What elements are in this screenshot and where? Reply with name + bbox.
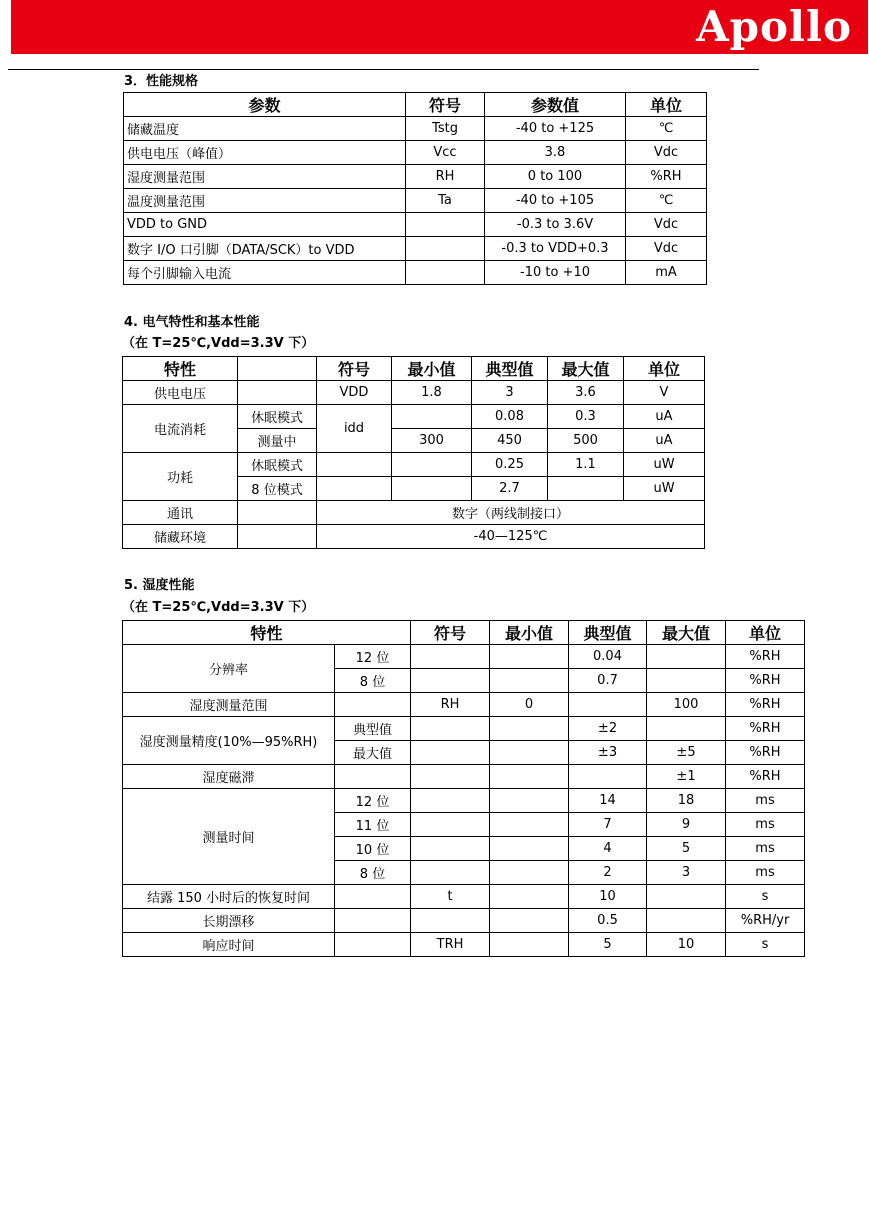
empty-cell: [392, 453, 472, 477]
empty-cell: [392, 477, 472, 501]
col-header-blank: [238, 357, 317, 381]
empty-cell: [490, 933, 569, 957]
table-row: [124, 237, 707, 261]
sub-cell: 12 位: [335, 789, 411, 813]
unit-cell: Vdc: [626, 141, 707, 165]
unit-cell: V: [624, 381, 705, 405]
unit-cell: ms: [726, 861, 805, 885]
empty-cell: [490, 765, 569, 789]
symbol-cell: RH: [406, 165, 485, 189]
section5-condition: （在 T=25℃,Vdd=3.3V 下）: [122, 600, 315, 615]
empty-cell: [411, 765, 490, 789]
max-cell: 10: [647, 933, 726, 957]
col-header-characteristic: 特性: [123, 621, 411, 645]
unit-cell: ms: [726, 813, 805, 837]
symbol-cell: RH: [411, 693, 490, 717]
max-cell: 3.6: [548, 381, 624, 405]
unit-cell: s: [726, 933, 805, 957]
symbol-cell: TRH: [411, 933, 490, 957]
response-label: 响应时间: [123, 933, 335, 957]
col-header-typ: 典型值: [569, 621, 647, 645]
electrical-table: [122, 356, 705, 549]
empty-cell: [411, 837, 490, 861]
empty-cell: [411, 813, 490, 837]
humidity-table: [122, 620, 805, 957]
empty-cell: [411, 669, 490, 693]
typ-cell: 4: [569, 837, 647, 861]
empty-cell: [569, 765, 647, 789]
empty-cell: [238, 381, 317, 405]
unit-cell: %RH: [726, 693, 805, 717]
empty-cell: [238, 525, 317, 549]
comm-value: 数字（两线制接口）: [317, 501, 705, 525]
mode-cell: 8 位模式: [238, 477, 317, 501]
col-header-symbol: 符号: [317, 357, 392, 381]
table-row: [123, 909, 805, 933]
unit-cell: uA: [624, 405, 705, 429]
empty-cell: [411, 909, 490, 933]
min-cell: 1.8: [392, 381, 472, 405]
max-cell: 500: [548, 429, 624, 453]
unit-cell: %RH: [626, 165, 707, 189]
drift-label: 长期漂移: [123, 909, 335, 933]
typ-cell: 2.7: [472, 477, 548, 501]
max-cell: 100: [647, 693, 726, 717]
max-cell: 0.3: [548, 405, 624, 429]
table-row: [123, 717, 805, 741]
sub-cell: 典型值: [335, 717, 411, 741]
param-cell: 储藏温度: [124, 117, 406, 141]
unit-cell: %RH: [726, 765, 805, 789]
typ-cell: 7: [569, 813, 647, 837]
typ-cell: 5: [569, 933, 647, 957]
table-row: [124, 261, 707, 285]
typ-cell: 3: [472, 381, 548, 405]
empty-cell: [411, 645, 490, 669]
typ-cell: 14: [569, 789, 647, 813]
sub-cell: 10 位: [335, 837, 411, 861]
storage-value: -40—125℃: [317, 525, 705, 549]
col-header-min: 最小值: [490, 621, 569, 645]
param-cell: 温度测量范围: [124, 189, 406, 213]
unit-cell: ℃: [626, 189, 707, 213]
min-cell: [392, 405, 472, 429]
unit-cell: s: [726, 885, 805, 909]
empty-cell: [490, 861, 569, 885]
unit-cell: Vdc: [626, 213, 707, 237]
table-row: [124, 117, 707, 141]
unit-cell: %RH: [726, 645, 805, 669]
symbol-cell: t: [411, 885, 490, 909]
col-header-param: 参数: [124, 93, 406, 117]
table-row: [124, 213, 707, 237]
empty-cell: [647, 885, 726, 909]
recovery-label: 结露 150 小时后的恢复时间: [123, 885, 335, 909]
param-cell: 每个引脚输入电流: [124, 261, 406, 285]
table-row: [124, 165, 707, 189]
col-header-max: 最大值: [647, 621, 726, 645]
sub-cell: 12 位: [335, 645, 411, 669]
max-cell: [647, 717, 726, 741]
symbol-cell: Vcc: [406, 141, 485, 165]
unit-cell: %RH: [726, 741, 805, 765]
table-row: [123, 765, 805, 789]
typ-cell: ±2: [569, 717, 647, 741]
unit-cell: %RH: [726, 717, 805, 741]
value-cell: -10 to +10: [485, 261, 626, 285]
unit-cell: mA: [626, 261, 707, 285]
mode-cell: 测量中: [238, 429, 317, 453]
col-header-max: 最大值: [548, 357, 624, 381]
apollo-logo: Apollo: [696, 2, 852, 51]
empty-cell: [490, 909, 569, 933]
section5-title: 5. 湿度性能: [124, 578, 195, 593]
empty-cell: [411, 741, 490, 765]
empty-cell: [490, 741, 569, 765]
table-row: [123, 933, 805, 957]
sub-cell: 最大值: [335, 741, 411, 765]
table-header-row: [123, 621, 805, 645]
value-cell: -0.3 to 3.6V: [485, 213, 626, 237]
sub-cell: 11 位: [335, 813, 411, 837]
min-cell: 300: [392, 429, 472, 453]
table-header-row: [124, 93, 707, 117]
symbol-cell: idd: [317, 405, 392, 453]
symbol-cell: Ta: [406, 189, 485, 213]
empty-cell: [335, 693, 411, 717]
max-cell: 3: [647, 861, 726, 885]
param-cell: 供电电压（峰值）: [124, 141, 406, 165]
param-cell: 数字 I/O 口引脚（DATA/SCK）to VDD: [124, 237, 406, 261]
range-label: 湿度测量范围: [123, 693, 335, 717]
typ-cell: 0.25: [472, 453, 548, 477]
col-header-unit: 单位: [726, 621, 805, 645]
table-row: [123, 693, 805, 717]
sub-cell: 8 位: [335, 861, 411, 885]
section4-title: 4. 电气特性和基本性能: [124, 315, 260, 330]
header-banner: [11, 0, 868, 54]
max-cell: 1.1: [548, 453, 624, 477]
unit-cell: uW: [624, 477, 705, 501]
col-header-unit: 单位: [624, 357, 705, 381]
meas-time-label: 测量时间: [123, 789, 335, 885]
table-row: [123, 789, 805, 813]
empty-cell: [647, 645, 726, 669]
max-cell: 18: [647, 789, 726, 813]
typ-cell: ±3: [569, 741, 647, 765]
table-row: [123, 885, 805, 909]
symbol-cell: [406, 213, 485, 237]
param-cell: 湿度测量范围: [124, 165, 406, 189]
storage-label: 储藏环境: [123, 525, 238, 549]
typ-cell: 450: [472, 429, 548, 453]
col-header-unit: 单位: [626, 93, 707, 117]
empty-cell: [411, 789, 490, 813]
empty-cell: [490, 813, 569, 837]
table-row: [123, 645, 805, 669]
spec-table: [123, 92, 707, 285]
empty-cell: [647, 669, 726, 693]
empty-cell: [335, 885, 411, 909]
typ-cell: 0.04: [569, 645, 647, 669]
empty-cell: [411, 861, 490, 885]
value-cell: 3.8: [485, 141, 626, 165]
power-label: 功耗: [123, 453, 238, 501]
accuracy-label: 湿度测量精度(10%—95%RH): [123, 717, 335, 765]
symbol-cell: Tstg: [406, 117, 485, 141]
empty-cell: [238, 501, 317, 525]
table-row: [124, 189, 707, 213]
max-cell: ±5: [647, 741, 726, 765]
empty-cell: [317, 477, 392, 501]
empty-cell: [490, 645, 569, 669]
supply-label: 供电电压: [123, 381, 238, 405]
empty-cell: [490, 717, 569, 741]
table-row: [123, 381, 705, 405]
typ-cell: 2: [569, 861, 647, 885]
unit-cell: Vdc: [626, 237, 707, 261]
max-cell: ±1: [647, 765, 726, 789]
col-header-symbol: 符号: [406, 93, 485, 117]
empty-cell: [490, 789, 569, 813]
typ-cell: 0.08: [472, 405, 548, 429]
typ-cell: 10: [569, 885, 647, 909]
symbol-cell: [406, 237, 485, 261]
unit-cell: uA: [624, 429, 705, 453]
sub-cell: 8 位: [335, 669, 411, 693]
unit-cell: ms: [726, 837, 805, 861]
table-row: [124, 141, 707, 165]
value-cell: -0.3 to VDD+0.3: [485, 237, 626, 261]
unit-cell: uW: [624, 453, 705, 477]
min-cell: 0: [490, 693, 569, 717]
col-header-min: 最小值: [392, 357, 472, 381]
empty-cell: [335, 933, 411, 957]
empty-cell: [490, 837, 569, 861]
col-header-symbol: 符号: [411, 621, 490, 645]
max-cell: 5: [647, 837, 726, 861]
hysteresis-label: 湿度磁滞: [123, 765, 335, 789]
comm-label: 通讯: [123, 501, 238, 525]
empty-cell: [411, 717, 490, 741]
unit-cell: ℃: [626, 117, 707, 141]
table-row: [123, 501, 705, 525]
max-cell: 9: [647, 813, 726, 837]
col-header-typ: 典型值: [472, 357, 548, 381]
table-row: [123, 453, 705, 477]
symbol-cell: VDD: [317, 381, 392, 405]
typ-cell: 0.5: [569, 909, 647, 933]
empty-cell: [317, 453, 392, 477]
table-header-row: [123, 357, 705, 381]
param-cell: VDD to GND: [124, 213, 406, 237]
mode-cell: 休眠模式: [238, 405, 317, 429]
empty-cell: [490, 885, 569, 909]
col-header-characteristic: 特性: [123, 357, 238, 381]
unit-cell: ms: [726, 789, 805, 813]
section3-title: 3．性能规格: [124, 74, 199, 89]
resolution-label: 分辨率: [123, 645, 335, 693]
unit-cell: %RH/yr: [726, 909, 805, 933]
symbol-cell: [406, 261, 485, 285]
value-cell: -40 to +125: [485, 117, 626, 141]
max-cell: [548, 477, 624, 501]
section4-condition: （在 T=25℃,Vdd=3.3V 下）: [122, 336, 315, 351]
mode-cell: 休眠模式: [238, 453, 317, 477]
empty-cell: [490, 669, 569, 693]
empty-cell: [335, 765, 411, 789]
col-header-value: 参数值: [485, 93, 626, 117]
value-cell: 0 to 100: [485, 165, 626, 189]
table-row: [123, 525, 705, 549]
header-rule: [8, 69, 759, 70]
current-label: 电流消耗: [123, 405, 238, 453]
empty-cell: [647, 909, 726, 933]
empty-cell: [569, 693, 647, 717]
unit-cell: %RH: [726, 669, 805, 693]
typ-cell: 0.7: [569, 669, 647, 693]
empty-cell: [335, 909, 411, 933]
table-row: [123, 405, 705, 429]
value-cell: -40 to +105: [485, 189, 626, 213]
